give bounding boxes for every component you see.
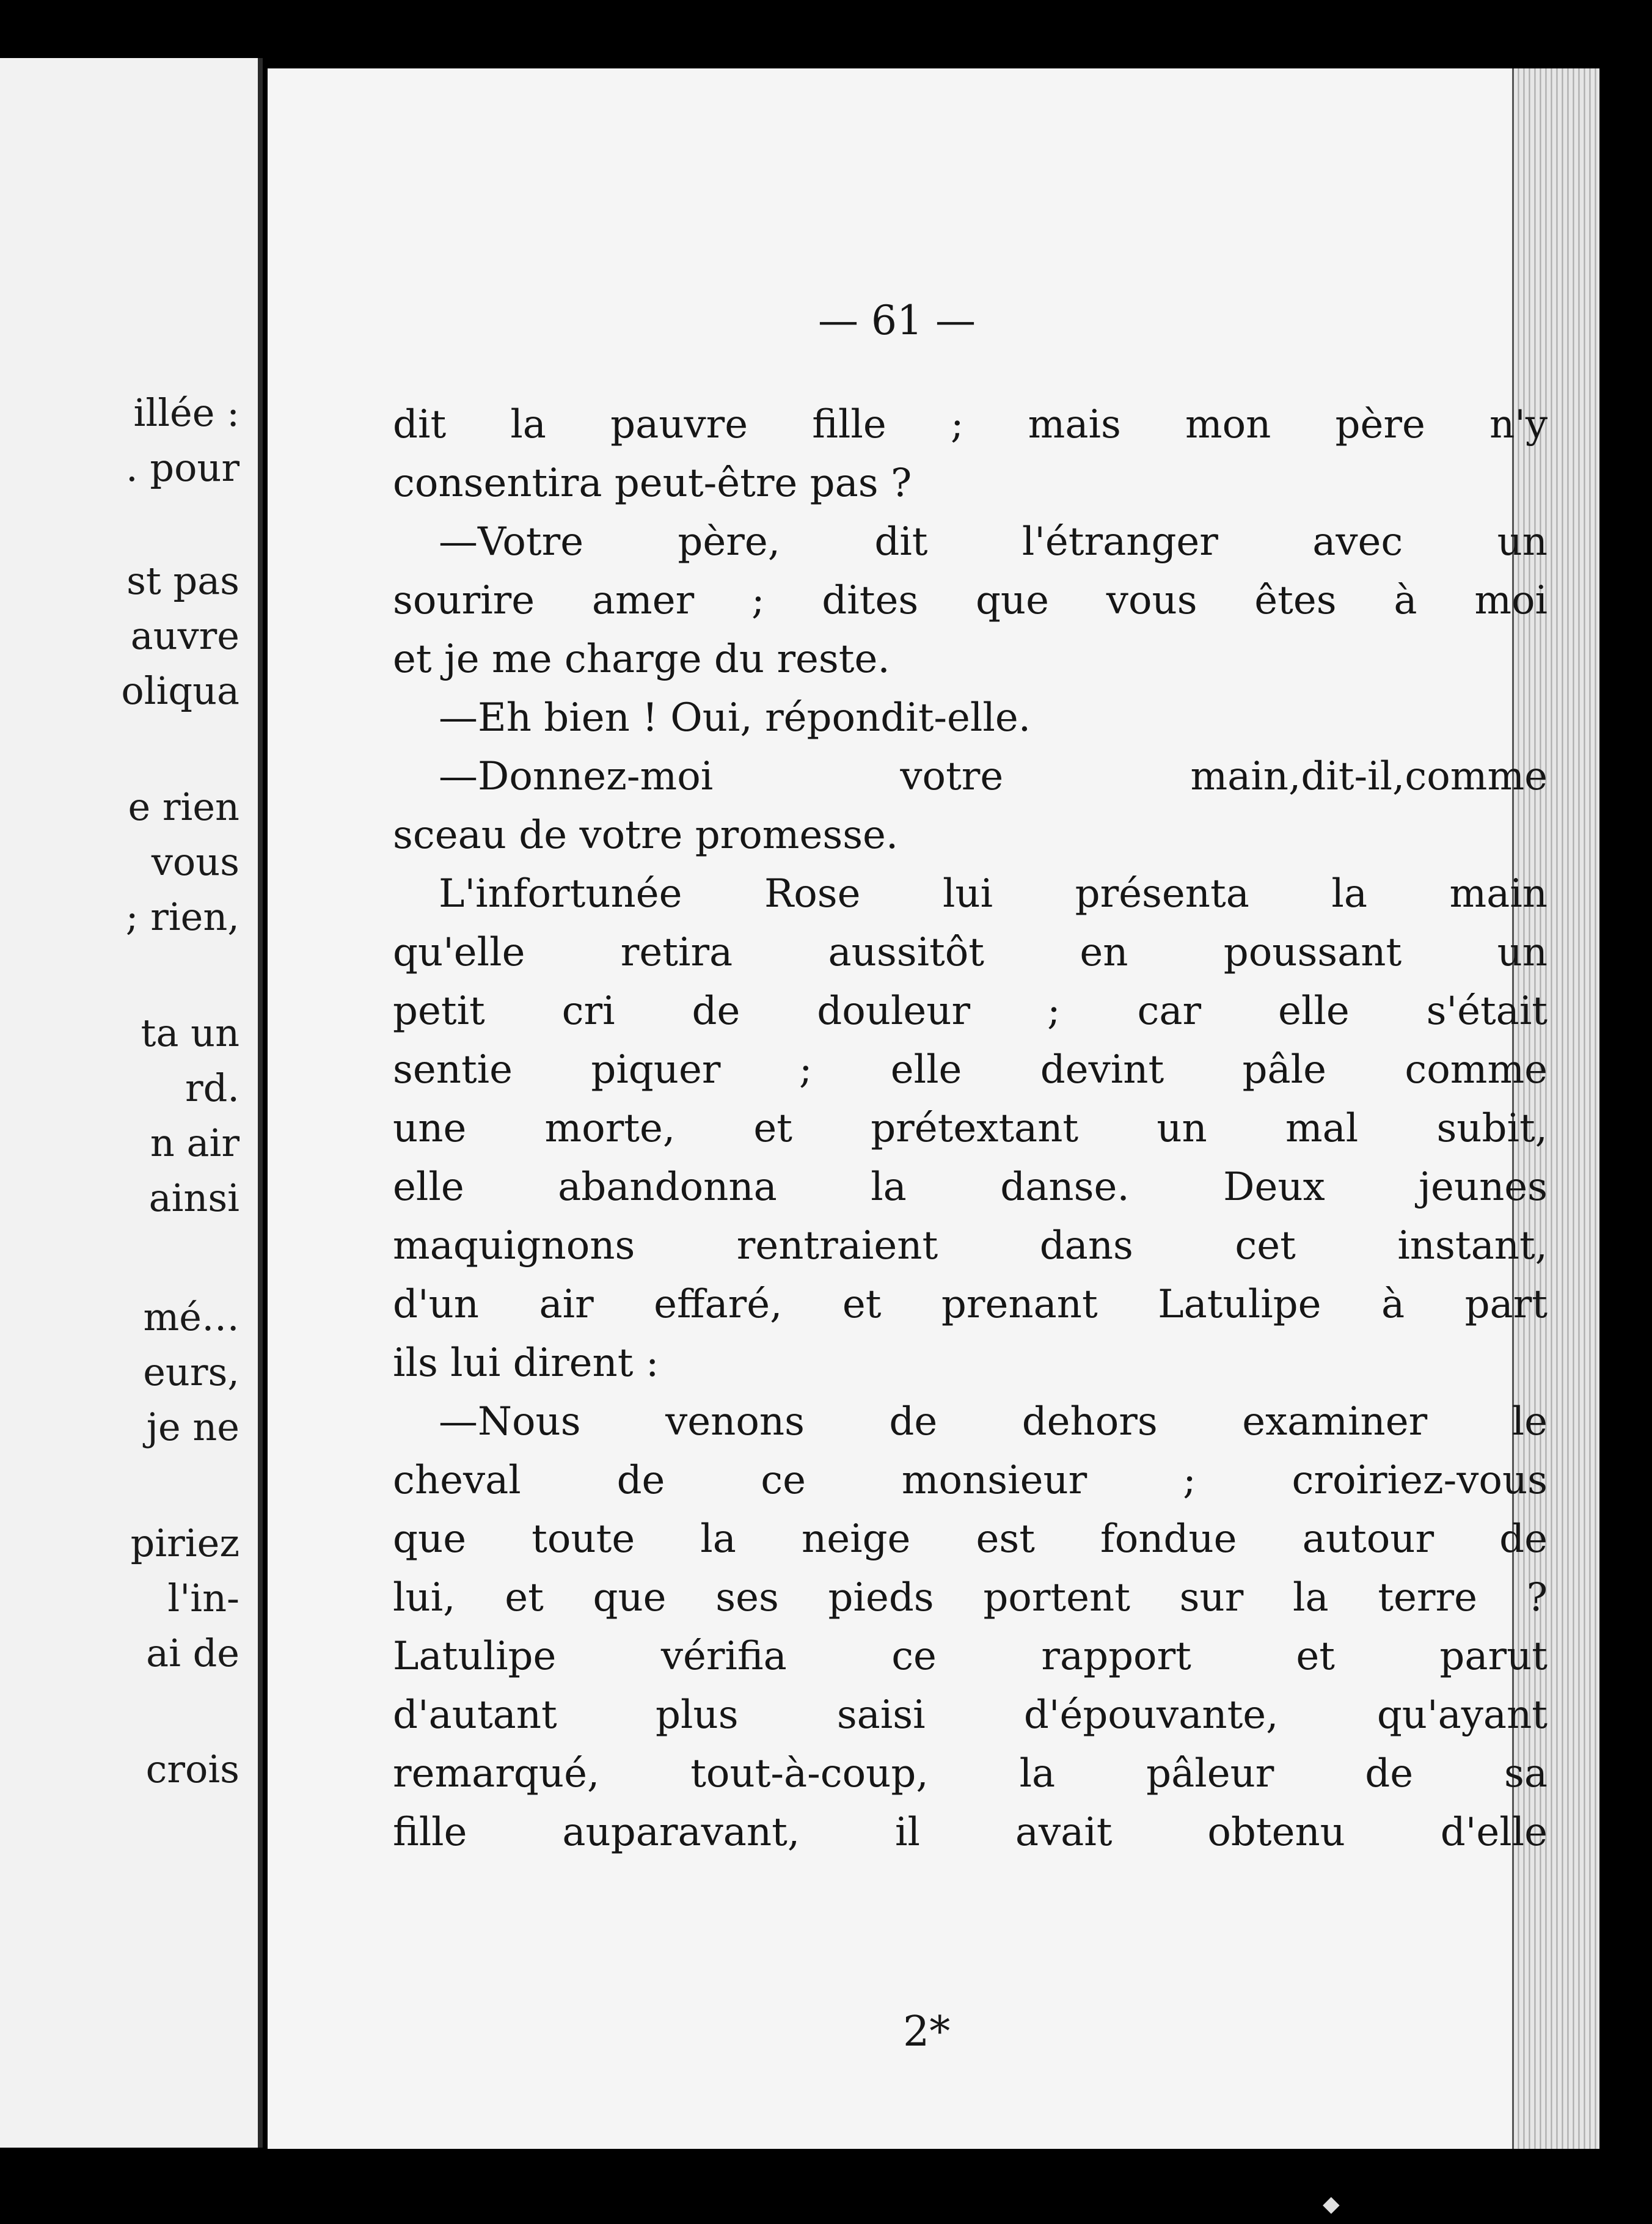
text-line: et je me charge du reste.	[393, 637, 890, 682]
left-text-fragment: oliqua	[121, 668, 239, 713]
text-line: d'autant plus saisi d'épouvante, qu'ayant	[393, 1692, 1548, 1738]
text-line: que toute la neige est fondue autour de	[393, 1516, 1548, 1562]
left-text-fragment: ; rien,	[125, 894, 239, 939]
left-text-fragment: eurs,	[143, 1350, 239, 1394]
text-line: —Nous venons de dehors examiner le	[439, 1399, 1548, 1444]
left-text-fragment: crois	[145, 1747, 239, 1791]
text-line: sentie piquer ; elle devint pâle comme	[393, 1047, 1548, 1092]
left-text-fragment: mé…	[143, 1295, 239, 1339]
scan-mark-icon: ◆	[1323, 2192, 1340, 2217]
text-line: ils lui dirent :	[393, 1341, 659, 1386]
signature-mark: 2*	[903, 2008, 951, 2056]
text-line: petit cri de douleur ; car elle s'était	[393, 989, 1548, 1034]
left-text-fragment: vous	[151, 839, 239, 884]
left-text-fragment: e rien	[128, 785, 239, 829]
text-line: Latulipe vérifia ce rapport et parut	[393, 1634, 1548, 1679]
text-line: sceau de votre promesse.	[393, 813, 899, 858]
left-text-fragment: illée :	[133, 390, 239, 435]
left-text-fragment: ta un	[141, 1011, 239, 1055]
left-text-fragment: rd.	[185, 1066, 239, 1110]
left-text-fragment: st pas	[126, 558, 239, 603]
page-body-text	[393, 395, 1548, 1862]
left-text-fragment: . pour	[126, 445, 239, 490]
text-line: remarqué, tout-à-coup, la pâleur de sa	[393, 1751, 1548, 1796]
right-page	[268, 68, 1599, 2149]
text-line: consentira peut-être pas ?	[393, 461, 912, 506]
left-text-fragment: auvre	[130, 613, 239, 658]
left-text-fragment: ainsi	[148, 1176, 239, 1220]
left-text-fragment: n air	[150, 1121, 239, 1165]
text-line: d'un air effaré, et prenant Latulipe à part	[393, 1282, 1548, 1327]
text-line: une morte, et prétextant un mal subit,	[393, 1106, 1548, 1151]
text-line: —Votre père, dit l'étranger avec un	[439, 519, 1548, 565]
text-line: cheval de ce monsieur ; croiriez-vous	[393, 1458, 1548, 1503]
text-line: maquignons rentraient dans cet instant,	[393, 1223, 1548, 1268]
text-line: elle abandonna la danse. Deux jeunes	[393, 1165, 1548, 1210]
left-text-fragment: ai de	[146, 1631, 239, 1675]
left-text-fragment: piriez	[130, 1521, 239, 1565]
page-number: — 61 —	[818, 297, 976, 344]
text-line: —Donnez-moi votre main,dit-il,comme	[439, 754, 1548, 799]
text-line: qu'elle retira aussitôt en poussant un	[393, 930, 1548, 975]
text-line: fille auparavant, il avait obtenu d'elle	[393, 1810, 1548, 1855]
text-line: —Eh bien ! Oui, répondit-elle.	[439, 695, 1031, 741]
text-line: L'infortunée Rose lui présenta la main	[439, 871, 1548, 916]
left-page-fragment	[0, 58, 263, 2148]
text-line: dit la pauvre fille ; mais mon père n'y	[393, 402, 1548, 447]
text-line: lui, et que ses pieds portent sur la terre ?	[393, 1575, 1548, 1620]
left-text-fragment: l'in-	[167, 1576, 239, 1620]
text-line: sourire amer ; dites que vous êtes à moi	[393, 578, 1548, 623]
left-text-fragment: je ne	[146, 1405, 239, 1449]
